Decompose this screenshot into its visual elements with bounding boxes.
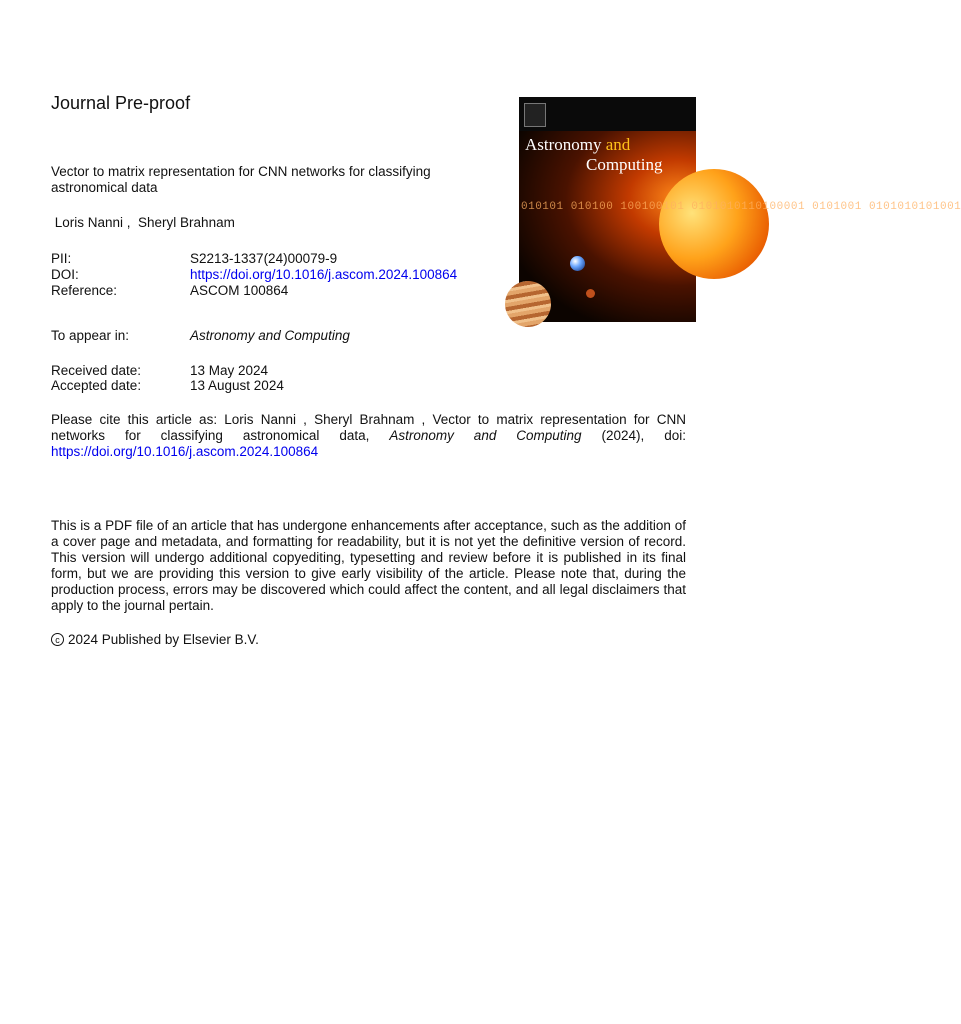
doi-link[interactable]: https://doi.org/10.1016/j.ascom.2024.100864	[190, 267, 458, 282]
sun-icon	[659, 169, 769, 279]
citation-paragraph	[51, 412, 686, 460]
pii-value: S2213-1337(24)00079-9	[190, 251, 338, 266]
appear-in-value: Astronomy and Computing	[190, 328, 350, 343]
cover-title-and: and	[605, 135, 631, 154]
copyright-line	[51, 632, 259, 647]
citation-journal: Astronomy and Computing	[389, 428, 582, 443]
reference-label: Reference:	[51, 283, 118, 298]
cover-title-line-2: Computing	[586, 155, 663, 174]
article-title: Vector to matrix representation for CNN networks for classifying astronomical data	[51, 164, 431, 195]
article-metadata	[51, 251, 551, 391]
citation-doi-link[interactable]: https://doi.org/10.1016/j.ascom.2024.100864	[51, 444, 319, 459]
cover-top-bar	[519, 97, 696, 131]
citation-prefix: Please cite this article as: Loris Nanni , Sheryl Brahnam , Vector to matrix representation for CNN networks for classifying astronomical data,	[51, 412, 686, 443]
appear-in-label: To appear in:	[51, 328, 130, 343]
journal-cover-image	[519, 97, 961, 322]
citation-suffix: (2024), doi:	[581, 428, 687, 443]
copyright-text: 2024 Published by Elsevier B.V.	[68, 632, 259, 647]
article-authors: Loris Nanni , Sheryl Brahnam	[51, 215, 235, 230]
doi-label: DOI:	[51, 267, 79, 282]
elsevier-logo-icon	[524, 103, 546, 127]
earth-icon	[570, 256, 585, 271]
cover-title-part1: Astronomy	[525, 135, 606, 154]
cover-title-line-1	[525, 135, 630, 155]
jupiter-icon	[505, 281, 551, 327]
received-date-value: 13 May 2024	[190, 363, 269, 378]
received-date-label: Received date:	[51, 363, 142, 378]
disclaimer-paragraph: This is a PDF file of an article that has undergone enhancements after acceptance, such as the addition of a cover page and metadata, and formatting for readability, but it is not yet the definitive version of record. This version will undergo additional copyediting, typesetting and review before it is published in its final form, but we are providing this version to give early visibility of the article. Please note that, during the production process, errors may be discovered which could affect the content, and all legal disclaimers that apply to the journal pertain.	[51, 518, 686, 613]
accepted-date-label: Accepted date:	[51, 378, 142, 393]
cover-binary-text: 010101 010100 100100101 0101010110100001 0101001 0101010101001	[521, 201, 961, 213]
accepted-date-value: 13 August 2024	[190, 378, 284, 393]
page-heading: Journal Pre-proof	[51, 93, 191, 113]
pii-label: PII:	[51, 251, 72, 266]
reference-value: ASCOM 100864	[190, 283, 289, 298]
mars-icon	[586, 289, 595, 298]
copyright-icon: c	[51, 633, 64, 646]
